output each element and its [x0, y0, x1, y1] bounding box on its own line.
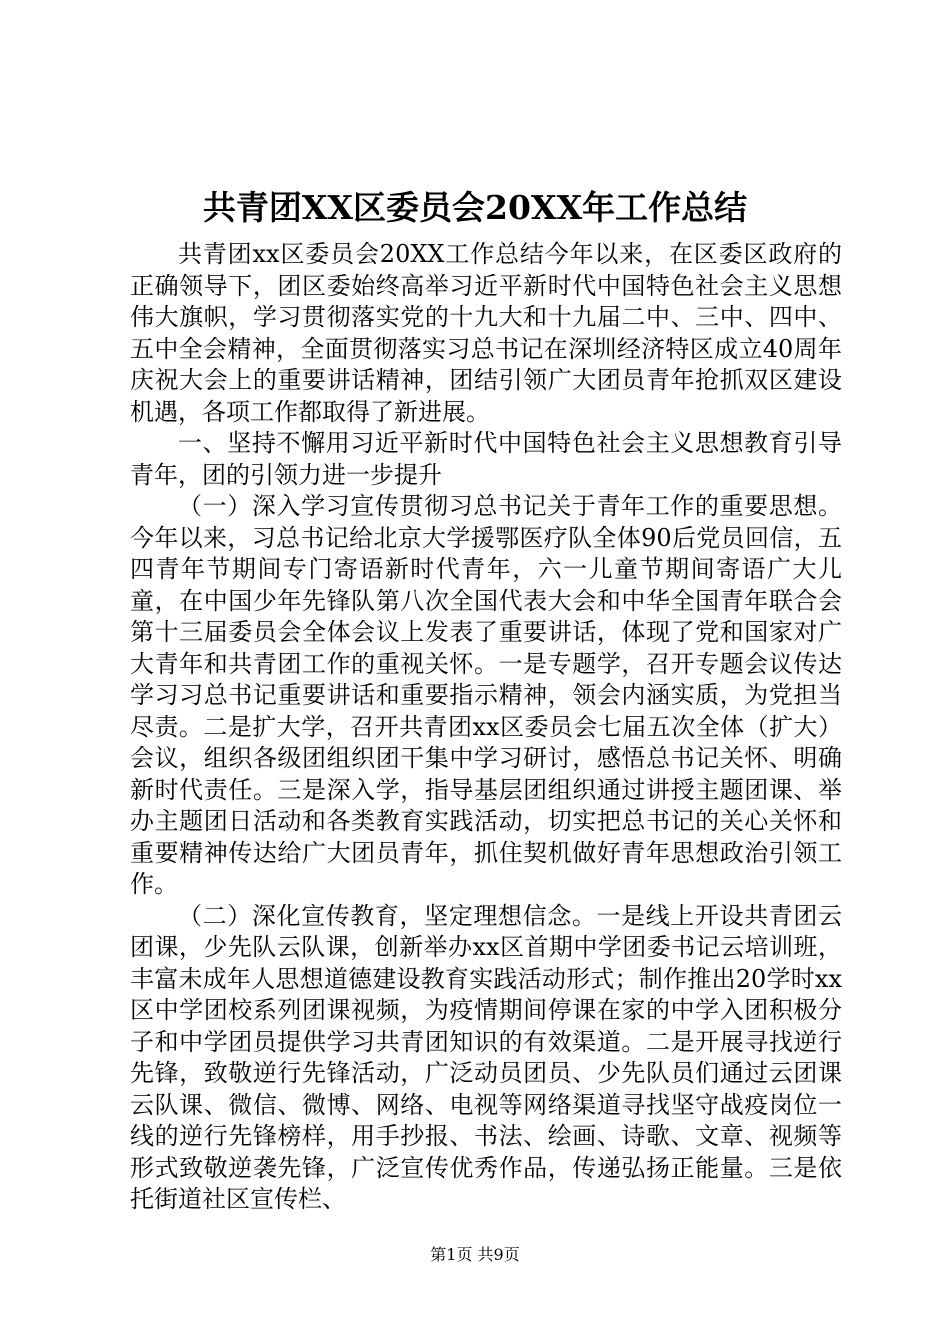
section-heading-1: 一、坚持不懈用习近平新时代中国特色社会主义思想教育引导青年，团的引领力进一步提升	[130, 429, 842, 489]
paragraph-intro: 共青团xx区委员会20XX工作总结今年以来，在区委区政府的正确领导下，团区委始终高举习近平新时代中国特色社会主义思想伟大旗帜，学习贯彻落实党的十九大和十九届二中、三中、四中、五中全会精神，全面贯彻落实习总书记在深圳经济特区成立40周年庆祝大会上的重要讲话精神，团结引领广大团员青年抢抓双区建设机遇，各项工作都取得了新进展。	[130, 240, 842, 426]
document-title: 共青团XX区委员会20XX年工作总结	[202, 188, 748, 227]
paragraph-subsection-2: （二）深化宣传教育，坚定理想信念。一是线上开设共青团云团课，少先队云队课，创新举办xx区首期中学团委书记云培训班，丰富未成年人思想道德建设教育实践活动形式；制作推出20学时xx区中学团校系列团课视频，为疫情期间停课在家的中学入团积极分子和中学团员提供学习共青团知识的有效渠道。二是开展寻找逆行先锋，致敬逆行先锋活动，广泛动员团员、少先队员们通过云团课云队课、微信、微博、网络、电视等网络渠道寻找坚守战疫岗位一线的逆行先锋榜样，用手抄报、书法、绘画、诗歌、文章、视频等形式致敬逆袭先锋，广泛宣传优秀作品，传递弘扬正能量。三是依托街道社区宣传栏、	[130, 901, 842, 1213]
document-body	[130, 239, 842, 1216]
page-footer: 第1页 共9页	[430, 1245, 520, 1264]
paragraph-subsection-1: （一）深入学习宣传贯彻习总书记关于青年工作的重要思想。今年以来，习总书记给北京大学援鄂医疗队全体90后党员回信，五四青年节期间专门寄语新时代青年，六一儿童节期间寄语广大儿童，在中国少年先锋队第八次全国代表大会和中华全国青年联合会第十三届委员会全体会议上发表了重要讲话，体现了党和国家对广大青年和共青团工作的重视关怀。一是专题学，召开专题会议传达学习习总书记重要讲话和重要指示精神，领会内涵实质，为党担当尽责。二是扩大学，召开共青团xx区委员会七届五次全体（扩大）会议，组织各级团组织团干集中学习研讨，感悟总书记关怀、明确新时代责任。三是深入学，指导基层团组织通过讲授主题团课、举办主题团日活动和各类教育实践活动，切实把总书记的关心关怀和重要精神传达给广大团员青年，抓住契机做好青年思想政治引领工作。	[130, 492, 842, 898]
